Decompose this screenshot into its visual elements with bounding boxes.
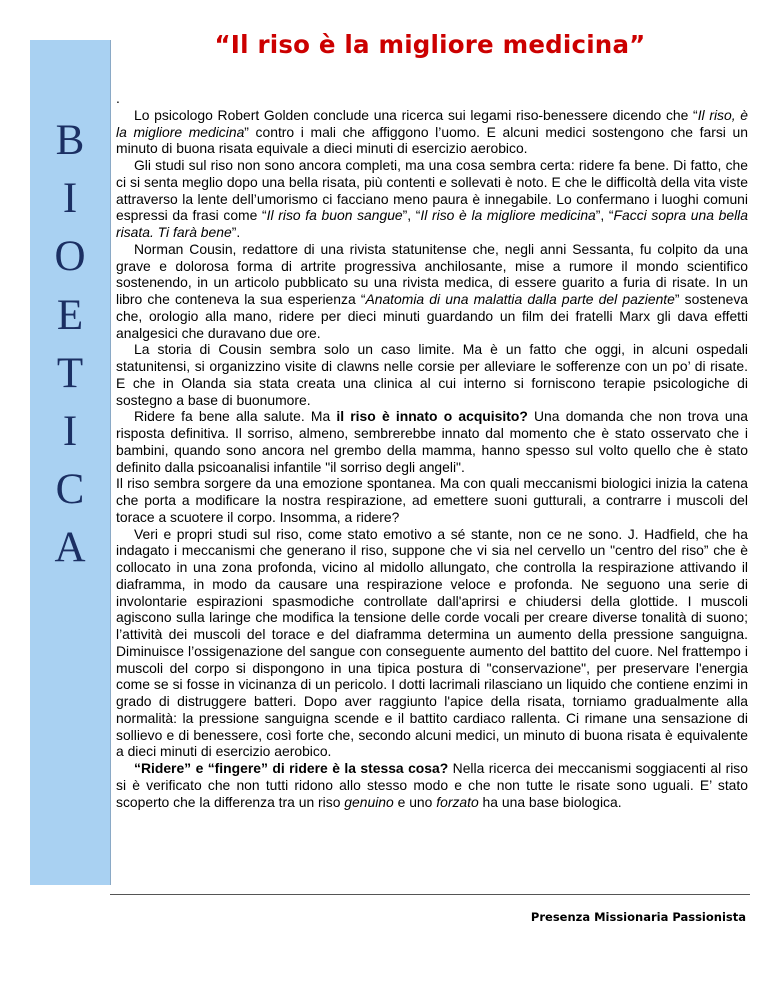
text-run: Il riso sembra sorgere da una emozione spontanea. Ma con quali meccanismi biologici inizia la catena che porta a modificare la nostra respirazione, ad emettere suoni gutturali, a contrarre i muscoli del torace a scuotere il corpo. Insomma, a ridere? (116, 475, 748, 525)
italic-text: genuino (344, 793, 394, 810)
article-paragraph (116, 107, 748, 157)
article-paragraph (116, 90, 748, 107)
footer-publication: Presenza Missionaria Passionista (530, 910, 746, 924)
text-run: Ridere fa bene alla salute. Ma (134, 408, 337, 425)
text-run: . (116, 90, 120, 106)
italic-text: forzato (436, 793, 479, 810)
article-body (116, 90, 748, 810)
text-run: ”. (231, 224, 241, 240)
text-run: ” sosteneva che, orologio alla mano, ridere per dieci minuti guardando un film dei fratelli Marx gli dava effetti analgesici che duravano due ore. (116, 291, 748, 341)
sidebar-letter: B (55, 117, 85, 164)
article-paragraph (116, 475, 748, 525)
text-run: ”, “ (595, 207, 614, 224)
text-run: Gli studi sul riso non sono ancora completi, ma una cosa sembra certa: ridere fa bene. Di fatto, che ci si senta meglio dopo una bella risata, più contenti e sollevati è noto. E che le difficoltà della vita viste attraverso la lente dell’umorismo ci facciano meno paura è innegabile. Lo confermano i luoghi comuni espressi da frasi come “ (116, 157, 748, 224)
text-run: ” contro i mali che affiggono l’uomo. E alcuni medici sostengono che farsi un minuto di buona risata equivale a dieci minuti di esercizio aerobico. (116, 123, 748, 157)
text-run: La storia di Cousin sembra solo un caso limite. Ma è un fatto che oggi, in alcuni ospedali statunitensi, si organizzino visite di clawns nelle corsie per alleviare le sofferenze con un po’ di risate. E che in Olanda sia stata creata una clinica al cui interno si forniscono terapie psicologiche di sostegno a base di buonumore. (116, 341, 748, 408)
footer-divider (110, 894, 750, 895)
italic-text: Il riso è la migliore medicina (420, 207, 596, 224)
text-run: ”, “ (402, 207, 421, 224)
sidebar-letter: O (54, 233, 86, 281)
sidebar-letter: I (62, 407, 78, 455)
text-run: ha una base biologica. (478, 793, 622, 810)
italic-text: Anatomia di una malattia dalla parte del paziente (365, 291, 675, 307)
article-paragraph (116, 760, 748, 810)
text-run: Lo psicologo Robert Golden conclude una ricerca sui legami riso-benessere dicendo che “ (134, 106, 698, 123)
sidebar-letter: I (62, 175, 78, 223)
article-paragraph (116, 341, 748, 408)
bold-text: “Ridere” e “fingere” di ridere è la stessa cosa? (134, 760, 449, 776)
article-paragraph (116, 157, 748, 241)
italic-text: Il riso fa buon sangue (266, 207, 403, 224)
article-paragraph (116, 241, 748, 342)
italic-text: Il riso, è la migliore medicina (116, 106, 748, 140)
sidebar-vertical-word (30, 112, 110, 578)
text-run: Veri e propri studi sul riso, come stato emotivo a sé stante, non ce ne sono. J. Hadfield, che ha indagato i meccanismi che generano il riso, suppone che vi sia nel cervello un "centro del riso” che è collocato in una zona profonda, vicino al midollo allungato, che controlla la respirazione attivando il diaframma, in modo da causare una respirazione veloce e profonda. Ne seguono una serie di involontarie espirazioni spasmodiche controllate dall'aprirsi e chiudersi della glottide. I muscoli agiscono sulla laringe che modifica la tensione delle corde vocali per creare diverse tonalità di suono; l’attività dei muscoli del torace e del diaframma determina un aumento della pressione sanguigna. Diminuisce l’ossigenazione del sangue con conseguente aumento del battito del cuore. Nel frattempo i muscoli del corpo si dispongono in una tipica postura di "conservazione", per preservare l'energia come se si fosse in vicinanza di un pericolo. I dotti lacrimali rilasciano un liquido che contiene enzimi in grado di distruggere batteri. Dopo aver raggiunto l'apice della risata, torniamo gradualmente alla normalità: la pressione sanguigna scende e il battito cardiaco rallenta. Ci rimane una sensazione di sollievo e di benessere, così forte che, secondo alcuni medici, un minuto di buona risata è equivalente a dieci minuti di esercizio aerobico. (116, 525, 748, 760)
article-paragraph (116, 526, 748, 761)
italic-text: Facci sopra una bella risata. Ti farà bene (116, 207, 748, 240)
text-run: Norman Cousin, redattore di una rivista statunitense che, negli anni Sessanta, fu colpito da una grave e dolorosa forma di artrite progressiva anchilosante, mise a rumore il mondo scientifico sostenendo, in un articolo pubblicato su una rivista medica, di essere guarito a furia di risate. In un libro che conteneva la sua esperienza “ (116, 240, 748, 307)
sidebar-letter: A (54, 524, 86, 572)
text-run: Una domanda che non trova una risposta definitiva. Il sorriso, almeno, sembrerebbe innato dal momento che è stato osservato che i bambini, quando sono ancora nel grembo della mamma, hanno spesso sul volto quello che è stato definito dalla psicoanalisi infantile "il sorriso degli angeli". (116, 408, 748, 475)
article-paragraph (116, 408, 748, 475)
bold-text: il riso è innato o acquisito? (336, 408, 528, 425)
sidebar-band (30, 40, 111, 885)
text-run: Nella ricerca dei meccanismi soggiacenti al riso si è verificato che non tutti ridono allo stesso modo e che non tutte le risate sono uguali. E’ stato scoperto che la differenza tra un riso (116, 760, 748, 810)
page-title: “Il riso è la migliore medicina” (214, 30, 646, 59)
text-run: e uno (393, 793, 437, 810)
sidebar-letter: T (56, 349, 84, 397)
sidebar-letter: E (56, 291, 84, 339)
sidebar-letter: C (55, 466, 85, 514)
